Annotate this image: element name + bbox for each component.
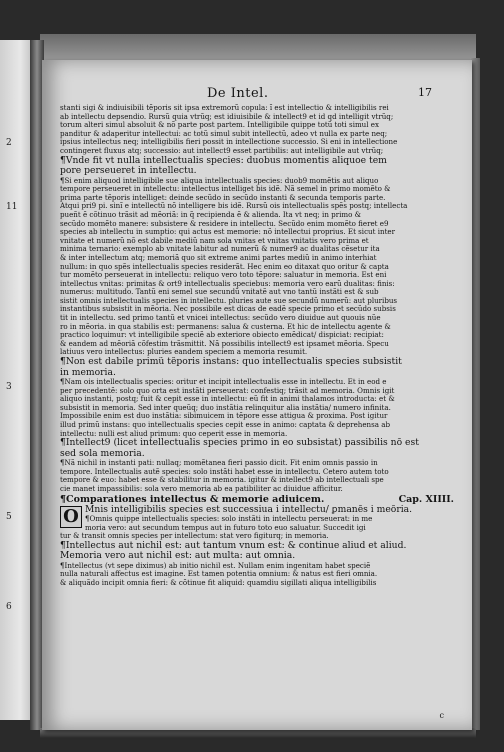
text-line: illud primũ instans: quo intellectualis species cepit esse in animo: captata & deprehensa ab <box>60 421 391 429</box>
text-line: cie manet impassibilis: sola vero memoria ab ea patibiliter ac diuidue afficitur. <box>60 484 343 493</box>
text-line: Impossibile enim est duo instãtia: sibimuicem in tẽpore esse attigua & proxima. Post igitur <box>60 412 388 421</box>
chapter-number: Cap. XIIII. <box>398 493 454 505</box>
text-line: per precedentẽ: solo quo orta est instãti perseuerat: confestiq; trãsit ad memoria. Omnis igit <box>60 386 395 395</box>
proposition-line: ¶Non est dabile primũ tẽporis instans: quo intellectualis species subsistit <box>60 357 402 368</box>
running-title: De Intel. <box>207 86 269 101</box>
drop-cap-initial: O <box>60 506 82 528</box>
catchword: c <box>439 711 444 720</box>
proposition-line: Mnis intelligibilis species est successiua i intellectu/ ꝑmanẽs i meõria. <box>85 504 413 515</box>
margin-number: 6 <box>6 602 12 612</box>
text-line: latiuus vero intellectus: pluries eandem speciem a memoria resumit. <box>60 348 308 357</box>
margin-number: 3 <box>6 382 12 392</box>
text-line: subsistit in memoria. Sed inter queũq; duo instãtia relinquitur alia instãtia/ numero infinita. <box>60 403 391 412</box>
book-top-edge <box>40 34 476 62</box>
text-line: moria vero: aut secundum tempus aut in futuro toto euo saluatur. Succedit igi <box>85 523 366 532</box>
page-number: 17 <box>418 86 432 99</box>
text-line: & inter intellectum atq; memoriã quo sit extreme animi partes mediũ in animo interhiat <box>60 253 377 262</box>
proposition-line: in memoria. <box>60 367 116 378</box>
text-line: ro in mẽoria. in qua stabilis est: permanens: salua & custerna. Et hic de intellectu agente & <box>60 322 391 331</box>
text-line: Atqui pri9 pi. sinĩ e intellectũ nõ intelligere bis idẽ. Rursũ ois intellectualis spẽs postq; intellecta <box>60 202 408 211</box>
text-line: ¶Nã nichil in instanti pati: nullaq; momẽtanea fieri passio dicit. Fit enim omnis passio in <box>60 459 378 468</box>
text-line: stanti sigi & indiuisibili tẽporis sit ipsa extremorũ copula: ĩ est intellectio & intelligibilis rei <box>60 104 389 112</box>
body-text <box>60 104 454 588</box>
text-line: & eandem ad mẽoriã cõfestim trãsmittit. Nã possibilis intellect9 est ipsamet mẽoria. Specu <box>60 339 389 348</box>
margin-number: 11 <box>6 202 18 212</box>
book-page <box>42 60 472 730</box>
text-line: practico loquimur: vt intelligibile speciẽ ab exteriore obiecto emẽdicat/ dispiciat: recipiat: <box>60 331 384 340</box>
text-line: ¶Intellectus (vt sepe diximus) ab initio nichil est. Nullam enim ingenitam habet speciẽ <box>60 561 371 570</box>
text-line: tur & transit omnis species per intellectum: stat vero figiturq; in memoria. <box>60 532 329 541</box>
text-line: nullum: in quo spẽs intellectualis species residerãt. Hec enim eo ditaxat quo oritur & capta <box>60 262 389 271</box>
text-line: minima ternario: exemplo ab vnitate labitur ad numerũ & numer9 ac dualitas cẽsetur ita <box>60 245 380 254</box>
text-line: sistit omnis intellectualis species in intellectu. pluries aute sue secundũ numerũ: aut pluribus <box>60 296 398 305</box>
text-line: ¶Si enim aliquod intelligibile sue aliqua intellectualis species: duob9 momẽtis aut aliquo <box>60 176 379 185</box>
proposition-line: ¶Vnde fit vt nulla intellectualis species: duobus momentis aliquoe tem <box>60 155 387 166</box>
text-line: contingeret fluxus atq; successio: aut intellect9 esset partibilis: aut intelligibile aut vtrũq; <box>60 146 384 155</box>
proposition-line: sed sola memoria. <box>60 448 145 459</box>
text-line: tempore & euo: habet esse & stabilitur in memoria. igitur & intellect9 ab intellectuali spe <box>60 476 384 485</box>
text-line: tempore perseueret in intellectu: intellectus intelliget bis idẽ. Nã semel in primo momẽto & <box>60 185 391 194</box>
text-line: intellectus vnitas: primitas & ort9 intellectualis speciebus: memoria vero earũ dualitas: finis: <box>60 279 395 288</box>
text-line: tit in intellectu. sed primo tantũ et vnicei intellectus: secũdo vero diuidue aut quouis nũe <box>60 314 381 323</box>
chapter-heading <box>60 494 454 505</box>
text-line: prima parte tẽporis intelliget: deinde secũdo in secũdo instanti & secunda temporis parte. <box>60 193 386 202</box>
text-line: ¶Omnis quippe intellectualis species: solo instãti in intellectu perseuerat: in me <box>85 515 373 524</box>
proposition-line: Memoria vero aut nichil est: aut multa: aut omnia. <box>60 551 296 562</box>
text-line: tur momẽto perseuerat in intellectu: reliquo vero toto tẽpore: saluatur in memoria. Est eni <box>60 271 387 280</box>
text-line: & aliquãdo incipit omnia fieri: & cõtinue fit aliquid: quamdiu sigillati aliqua intelligibilis <box>60 579 377 588</box>
chapter-heading-text: ¶Comparationes intellectus & memorie adiuicem. <box>60 493 325 505</box>
text-line: vnitate et numerũ nõ est dabile mediũ nam sola vnitas et vnitas vnitatis vero prima et <box>60 236 369 245</box>
proposition-line: ¶Intellectus aut nichil est: aut tantum vnum est: & continue aliud et aliud. <box>60 540 407 551</box>
page-header <box>42 86 472 104</box>
text-line: instantibus subsistit in mẽoria. Nec possibile est dicas de eadẽ specie primo et secũdo subsis <box>60 305 396 314</box>
text-line: pueñt ẽ cõtinuo trãsit ad mẽoriã: in q̃ recipienda ẽ & alienda. Ita vt neq; in primo & <box>60 210 361 219</box>
text-line: intellectu: nulli est aliud primum: quo ceperit esse in memoria. <box>60 429 288 438</box>
proposition-line: ¶Intellect9 (licet intellectualis species primo in eo subsistat) passibilis nõ est <box>60 438 419 449</box>
text-line: panditur & adaperitur intellectui: ac totũ simul subit intellectũ, adeo vt nulla ex parte neq; <box>60 129 388 138</box>
proposition-line: pore perseueret in intellectu. <box>60 166 197 177</box>
text-line: secũdo momẽto manere: subsistere & residere in intellectu. Secũdo enim momẽto fieret e9 <box>60 219 389 228</box>
text-line: ipsius intellectus neq; intelligibilis fieri possit in intellectione successio. Si eni in intellectione <box>60 138 398 147</box>
text-line: ab intellectu depsendio. Rursũ quia vtrũq; est idiuisibile & intellect9 et id qd intelligit vtrũq; <box>60 112 394 121</box>
text-line: tempore. Intellectualis autẽ species: solo instãti habet esse in intellectu. Cetero autem toto <box>60 467 389 476</box>
text-line: nulla naturali affectus est imagine. Est tamen potentia omnium: & natus est fieri omnia. <box>60 570 378 579</box>
text-line: ¶Nam ois intellectualis species: oritur et incipit intellectualis esse in intellectu. Et in eod e <box>60 378 387 387</box>
text-line: numerus: multitudo. Tantũ eni semel sue secundũ vnitatẽ aut vno tantũ instãti est & sub <box>60 288 379 297</box>
text-line: torum alteri simul absoluit & nõ parte post partem. Intelligibile quippe totũ toti simul ex <box>60 121 379 130</box>
text-line: species ab intellectu in sumptio: qui actus est memorie: nõ intellectui proprius. Et sicut inter <box>60 228 396 237</box>
text-line: aliquo instanti, postq; fuit & cepit esse in intellectu: eũ fit in animi thalamos introducta: et & <box>60 395 395 404</box>
margin-number: 5 <box>6 512 12 522</box>
facing-page-edge <box>0 40 34 720</box>
margin-number: 2 <box>6 138 12 148</box>
